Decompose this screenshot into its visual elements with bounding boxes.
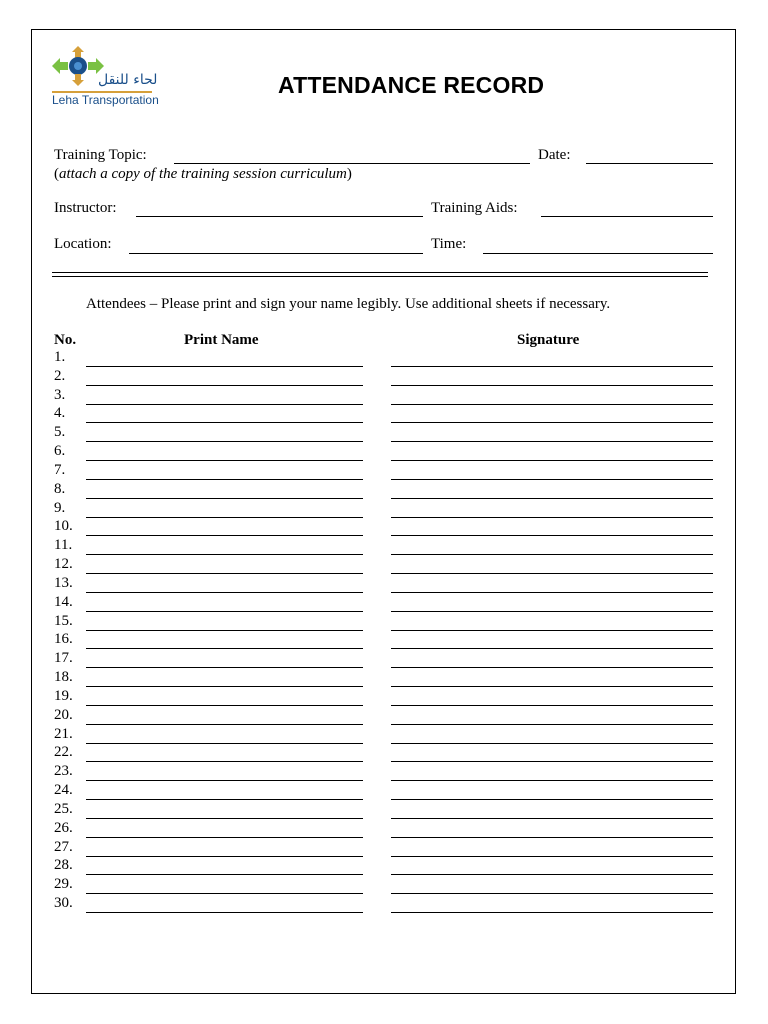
print-name-field[interactable] xyxy=(86,893,363,894)
row-number: 20. xyxy=(54,706,73,723)
print-name-field[interactable] xyxy=(86,630,363,631)
signature-field[interactable] xyxy=(391,724,713,725)
column-header-no: No. xyxy=(54,332,77,348)
print-name-field[interactable] xyxy=(86,404,363,405)
signature-field[interactable] xyxy=(391,385,713,386)
training-topic-field[interactable] xyxy=(174,163,530,164)
print-name-field[interactable] xyxy=(86,422,363,423)
row-number: 24. xyxy=(54,782,73,799)
signature-field[interactable] xyxy=(391,535,713,536)
column-header-print-name: Print Name xyxy=(184,332,259,348)
signature-field[interactable] xyxy=(391,404,713,405)
row-number: 16. xyxy=(54,631,73,648)
signature-field[interactable] xyxy=(391,912,713,913)
signature-field[interactable] xyxy=(391,667,713,668)
logo-english-text: Leha Transportation xyxy=(52,93,159,107)
signature-field[interactable] xyxy=(391,874,713,875)
row-number: 23. xyxy=(54,763,73,780)
row-number: 17. xyxy=(54,650,73,667)
row-number: 4. xyxy=(54,405,66,422)
print-name-field[interactable] xyxy=(86,912,363,913)
print-name-field[interactable] xyxy=(86,460,363,461)
page-title: ATTENDANCE RECORD xyxy=(278,72,545,98)
location-field[interactable] xyxy=(129,253,423,254)
row-number: 1. xyxy=(54,349,66,365)
row-number: 2. xyxy=(54,367,66,384)
training-aids-field[interactable] xyxy=(541,216,713,217)
print-name-field[interactable] xyxy=(86,856,363,857)
print-name-field[interactable] xyxy=(86,818,363,819)
row-number: 21. xyxy=(54,725,73,742)
signature-field[interactable] xyxy=(391,366,713,367)
print-name-field[interactable] xyxy=(86,705,363,706)
row-number: 15. xyxy=(54,612,73,629)
row-number: 12. xyxy=(54,556,73,573)
signature-field[interactable] xyxy=(391,686,713,687)
signature-field[interactable] xyxy=(391,799,713,800)
row-number: 9. xyxy=(54,499,66,516)
print-name-field[interactable] xyxy=(86,837,363,838)
signature-field[interactable] xyxy=(391,441,713,442)
signature-field[interactable] xyxy=(391,479,713,480)
print-name-field[interactable] xyxy=(86,573,363,574)
print-name-field[interactable] xyxy=(86,761,363,762)
row-number: 18. xyxy=(54,669,73,686)
signature-field[interactable] xyxy=(391,611,713,612)
signature-field[interactable] xyxy=(391,573,713,574)
print-name-field[interactable] xyxy=(86,799,363,800)
signature-field[interactable] xyxy=(391,592,713,593)
time-field[interactable] xyxy=(483,253,713,254)
signature-field[interactable] xyxy=(391,743,713,744)
location-label: Location: xyxy=(54,236,112,252)
training-aids-label: Training Aids: xyxy=(431,200,518,216)
print-name-field[interactable] xyxy=(86,479,363,480)
signature-field[interactable] xyxy=(391,630,713,631)
row-number: 10. xyxy=(54,518,73,535)
signature-field[interactable] xyxy=(391,818,713,819)
print-name-field[interactable] xyxy=(86,498,363,499)
print-name-field[interactable] xyxy=(86,554,363,555)
signature-field[interactable] xyxy=(391,498,713,499)
print-name-field[interactable] xyxy=(86,535,363,536)
signature-field[interactable] xyxy=(391,856,713,857)
instructor-field[interactable] xyxy=(136,216,423,217)
print-name-field[interactable] xyxy=(86,724,363,725)
print-name-field[interactable] xyxy=(86,385,363,386)
print-name-field[interactable] xyxy=(86,648,363,649)
attach-note: (attach a copy of the training session curriculum) xyxy=(54,166,352,182)
date-field[interactable] xyxy=(586,163,713,164)
column-header-signature: Signature xyxy=(517,332,580,348)
row-number: 3. xyxy=(54,386,66,403)
print-name-field[interactable] xyxy=(86,592,363,593)
attendee-instructions: Attendees – Please print and sign your name legibly. Use additional sheets if necessary. xyxy=(86,296,611,312)
signature-field[interactable] xyxy=(391,761,713,762)
signature-field[interactable] xyxy=(391,837,713,838)
row-number: 28. xyxy=(54,857,73,874)
row-number: 13. xyxy=(54,574,73,591)
print-name-field[interactable] xyxy=(86,611,363,612)
time-label: Time: xyxy=(431,236,467,252)
print-name-field[interactable] xyxy=(86,441,363,442)
row-number: 26. xyxy=(54,819,73,836)
training-topic-label: Training Topic: xyxy=(54,147,147,163)
row-number: 14. xyxy=(54,593,73,610)
signature-field[interactable] xyxy=(391,705,713,706)
signature-field[interactable] xyxy=(391,780,713,781)
print-name-field[interactable] xyxy=(86,686,363,687)
date-label: Date: xyxy=(538,147,571,163)
row-number: 30. xyxy=(54,895,73,912)
print-name-field[interactable] xyxy=(86,366,363,367)
row-number: 8. xyxy=(54,480,66,497)
instructor-label: Instructor: xyxy=(54,200,117,216)
print-name-field[interactable] xyxy=(86,517,363,518)
print-name-field[interactable] xyxy=(86,743,363,744)
row-number: 19. xyxy=(54,687,73,704)
print-name-field[interactable] xyxy=(86,780,363,781)
section-divider xyxy=(52,272,708,277)
signature-field[interactable] xyxy=(391,422,713,423)
signature-field[interactable] xyxy=(391,648,713,649)
print-name-field[interactable] xyxy=(86,667,363,668)
row-number: 5. xyxy=(54,424,66,441)
row-number: 27. xyxy=(54,838,73,855)
print-name-field[interactable] xyxy=(86,874,363,875)
signature-field[interactable] xyxy=(391,893,713,894)
signature-field[interactable] xyxy=(391,460,713,461)
row-number: 29. xyxy=(54,876,73,893)
row-number: 22. xyxy=(54,744,73,761)
signature-field[interactable] xyxy=(391,554,713,555)
row-number: 6. xyxy=(54,443,66,460)
row-number: 7. xyxy=(54,461,66,478)
row-number: 11. xyxy=(54,537,73,554)
logo-arabic-text: لحاء للنقل xyxy=(98,72,158,88)
row-number: 25. xyxy=(54,800,73,817)
signature-field[interactable] xyxy=(391,517,713,518)
